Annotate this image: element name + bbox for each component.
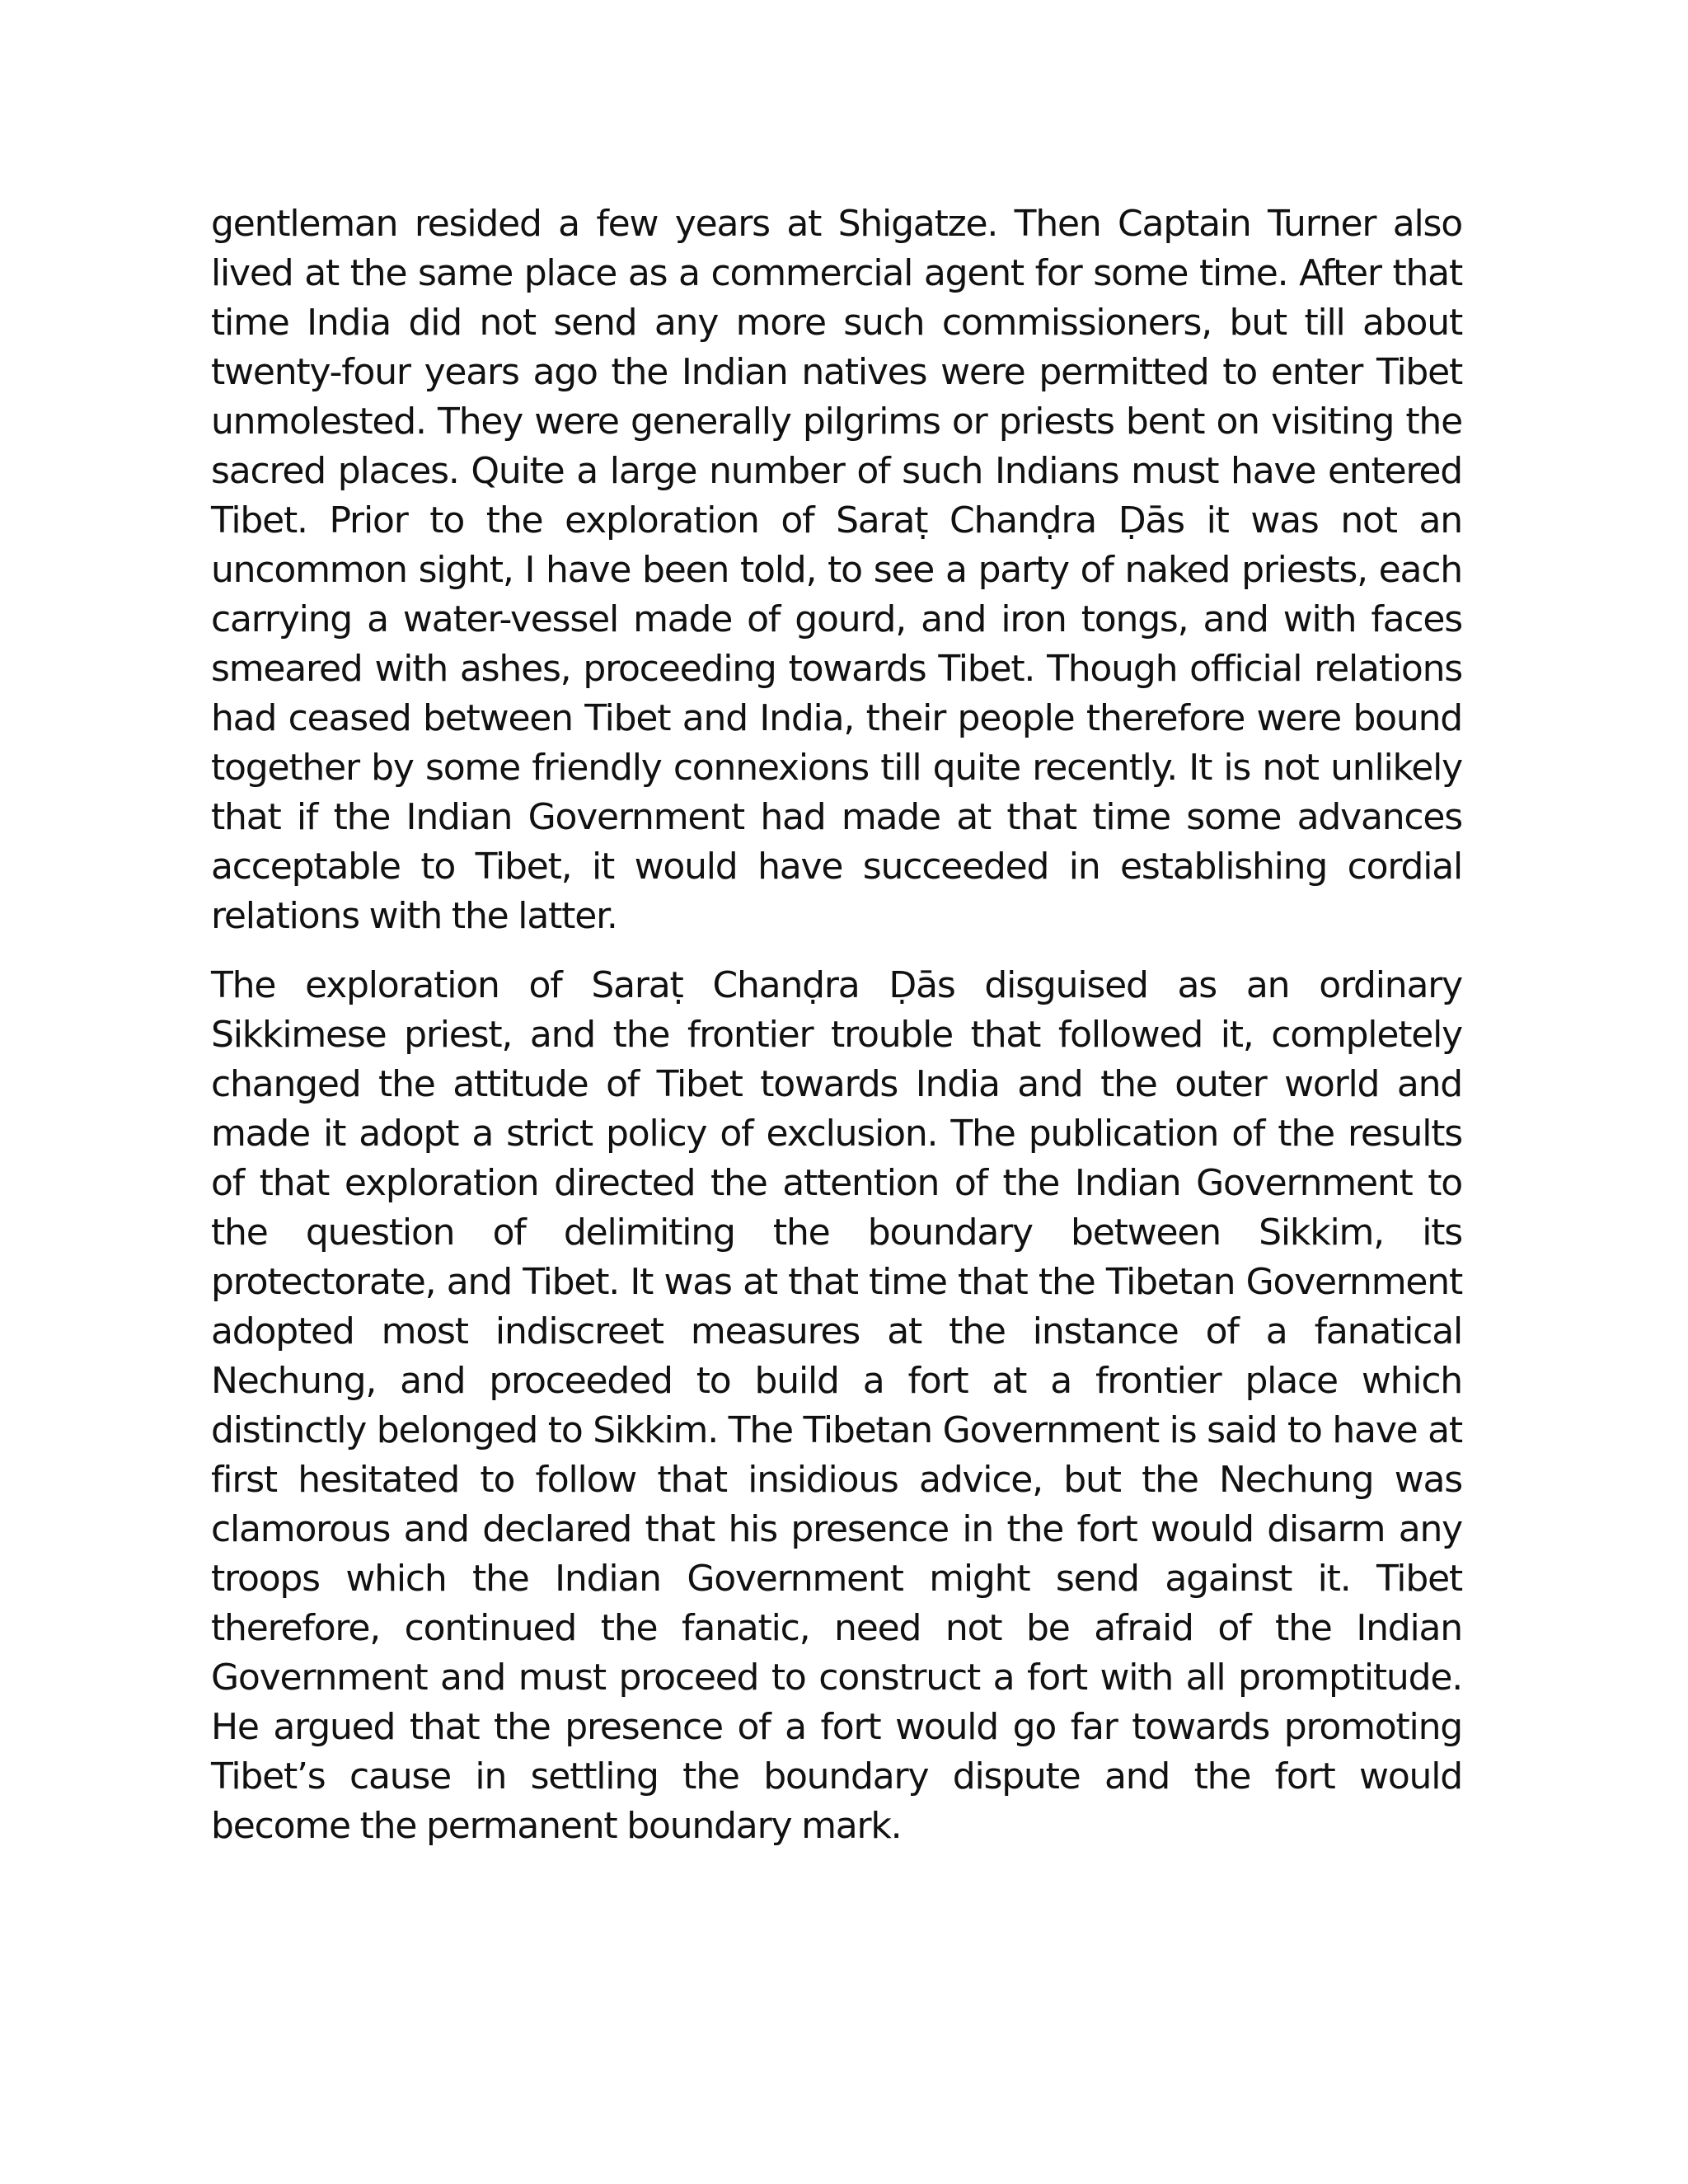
body-text	[211, 199, 1462, 1851]
paragraph-2: The exploration of Saraṭ Chanḍra Ḍās disguised as an ordinary Sikkimese priest, and the frontier trouble that followed it, completely changed the attitude of Tibet towards India and the outer world and made it adopt a strict policy of exclusion. The publication of the results of that exploration directed the attention of the Indian Government to the question of delimiting the boundary between Sikkim, its protectorate, and Tibet. It was at that time that the Tibetan Government adopted most indiscreet measures at the instance of a fanatical Nechung, and proceeded to build a fort at a frontier place which distinctly belonged to Sikkim. The Tibetan Government is said to have at first hesitated to follow that insidious advice, but the Nechung was clamorous and declared that his presence in the fort would disarm any troops which the Indian Government might send against it. Tibet therefore, continued the fanatic, need not be afraid of the Indian Government and must proceed to construct a fort with all promptitude. He argued that the presence of a fort would go far towards promoting Tibet’s cause in settling the boundary dispute and the fort would become the permanent boundary mark.	[211, 964, 1462, 1847]
paragraph-1: gentleman resided a few years at Shigatze. Then Captain Turner also lived at the same place as a commercial agent for some time. After that time India did not send any more such commissioners, but till about twenty-four years ago the Indian natives were permitted to enter Tibet unmolested. They were generally pilgrims or priests bent on visiting the sacred places. Quite a large number of such Indians must have entered Tibet. Prior to the exploration of Saraṭ Chanḍra Ḍās it was not an uncommon sight, I have been told, to see a party of naked priests, each carrying a water-vessel made of gourd, and iron tongs, and with faces smeared with ashes, proceeding towards Tibet. Though official relations had ceased between Tibet and India, their people therefore were bound together by some friendly connexions till quite recently. It is not unlikely that if the Indian Government had made at that time some advances acceptable to Tibet, it would have succeeded in establishing cordial relations with the latter.	[211, 203, 1462, 937]
